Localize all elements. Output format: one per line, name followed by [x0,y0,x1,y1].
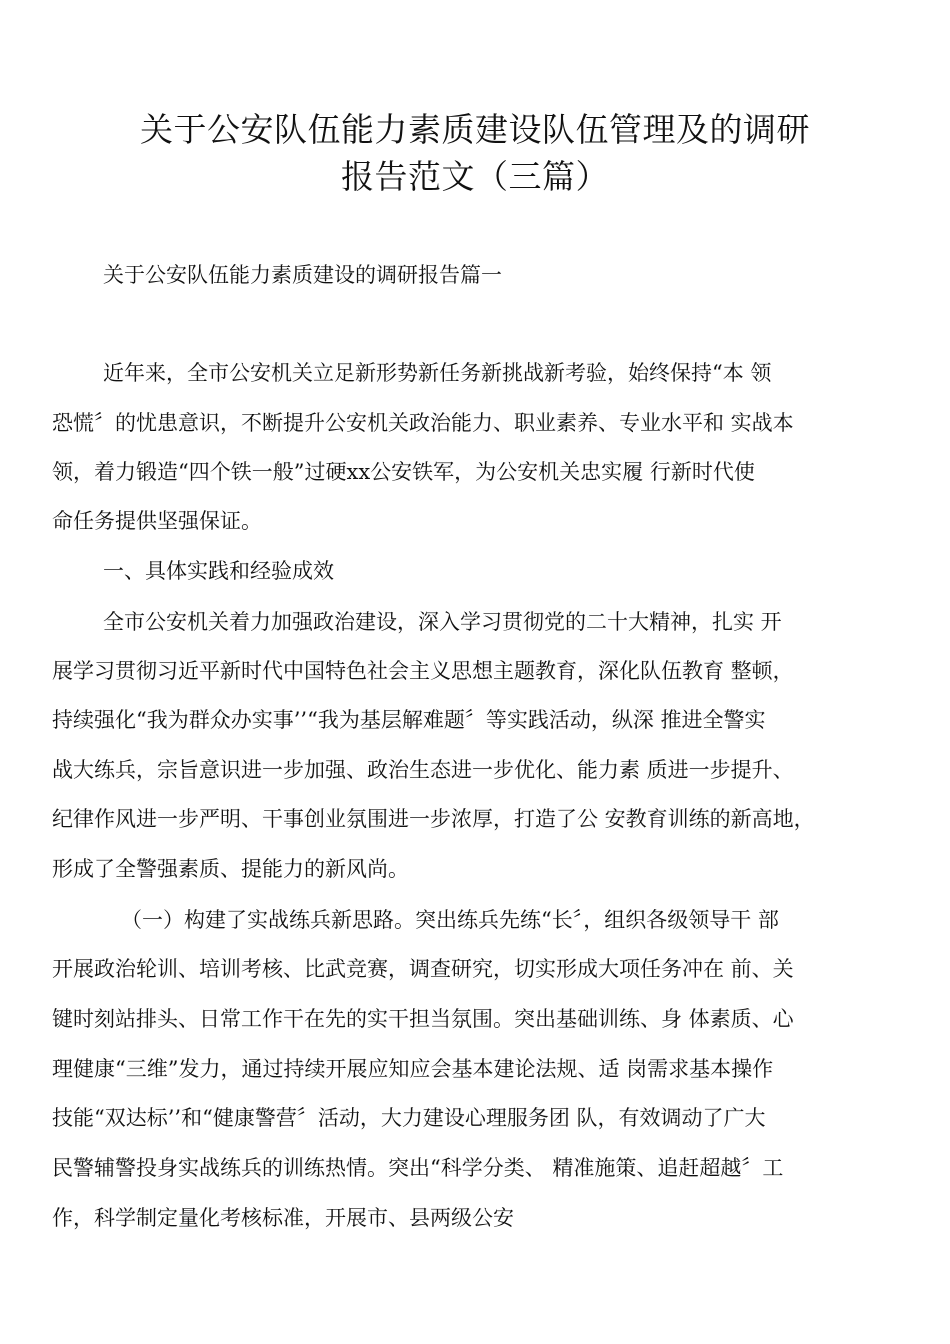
paragraph-3-line: （一）构建了实战练兵新思路。突出练兵先练“长〞，组织各级领导干 部 [121,908,779,932]
paragraph-2-line: 展学习贯彻习近平新时代中国特色社会主义思想主题教育，深化队伍教育 整顿， [52,659,794,683]
paragraph-3-line: 开展政治轮训、培训考核、比武竞赛，调查研究，切实形成大项任务冲在 前、关 [52,957,794,981]
paragraph-3-line: 键时刻站排头、日常工作干在先的实干担当氛围。突出基础训练、身 体素质、心 [52,1007,794,1031]
article-subtitle: 关于公安队伍能力素质建设的调研报告篇一 [103,263,502,287]
paragraph-2-line: 纪律作风进一步严明、干事创业氛围进一步浓厚，打造了公 安教育训练的新高地， [52,807,815,831]
paragraph-2-line: 持续强化“我为群众办实事’’“我为基层解难题〞等实践活动，纵深 推进全警实 [52,708,766,732]
paragraph-2-line: 形成了全警强素质、提能力的新风尚。 [52,857,409,881]
paragraph-3-line: 民警辅警投身实战练兵的训练热情。突出“科学分类、 精准施策、追赶超越〞工 [52,1156,784,1180]
paragraph-2-line: 全市公安机关着力加强政治建设，深入学习贯彻党的二十大精神，扎实 开 [103,610,782,634]
paragraph-2-line: 战大练兵，宗旨意识进一步加强、政治生态进一步优化、能力素 质进一步提升、 [52,758,794,782]
paragraph-1-line: 恐慌〞的忧患意识，不断提升公安机关政治能力、职业素养、专业水平和 实战本 [52,411,794,435]
paragraph-3-line: 作，科学制定量化考核标准，开展市、县两级公安 [52,1206,514,1230]
document-title-line-1: 关于公安队伍能力素质建设队伍管理及的调研 [140,110,810,149]
paragraph-1-line: 领，着力锻造“四个铁一般”过硬xx公安铁军，为公安机关忠实履 行新时代使 [52,460,755,484]
paragraph-3-line: 理健康“三维”发力，通过持续开展应知应会基本建论法规、适 岗需求基本操作 [52,1057,774,1081]
section-heading: 一、具体实践和经验成效 [103,559,334,583]
paragraph-1-line: 命任务提供坚强保证。 [52,509,262,533]
paragraph-3-line: 技能“双达标’’和“健康警营〞活动，大力建设心理服务团 队，有效调动了广大 [52,1106,766,1130]
paragraph-1-line: 近年来，全市公安机关立足新形势新任务新挑战新考验，始终保持“本 领 [103,361,772,385]
document-title-line-2: 报告范文（三篇） [341,157,609,196]
